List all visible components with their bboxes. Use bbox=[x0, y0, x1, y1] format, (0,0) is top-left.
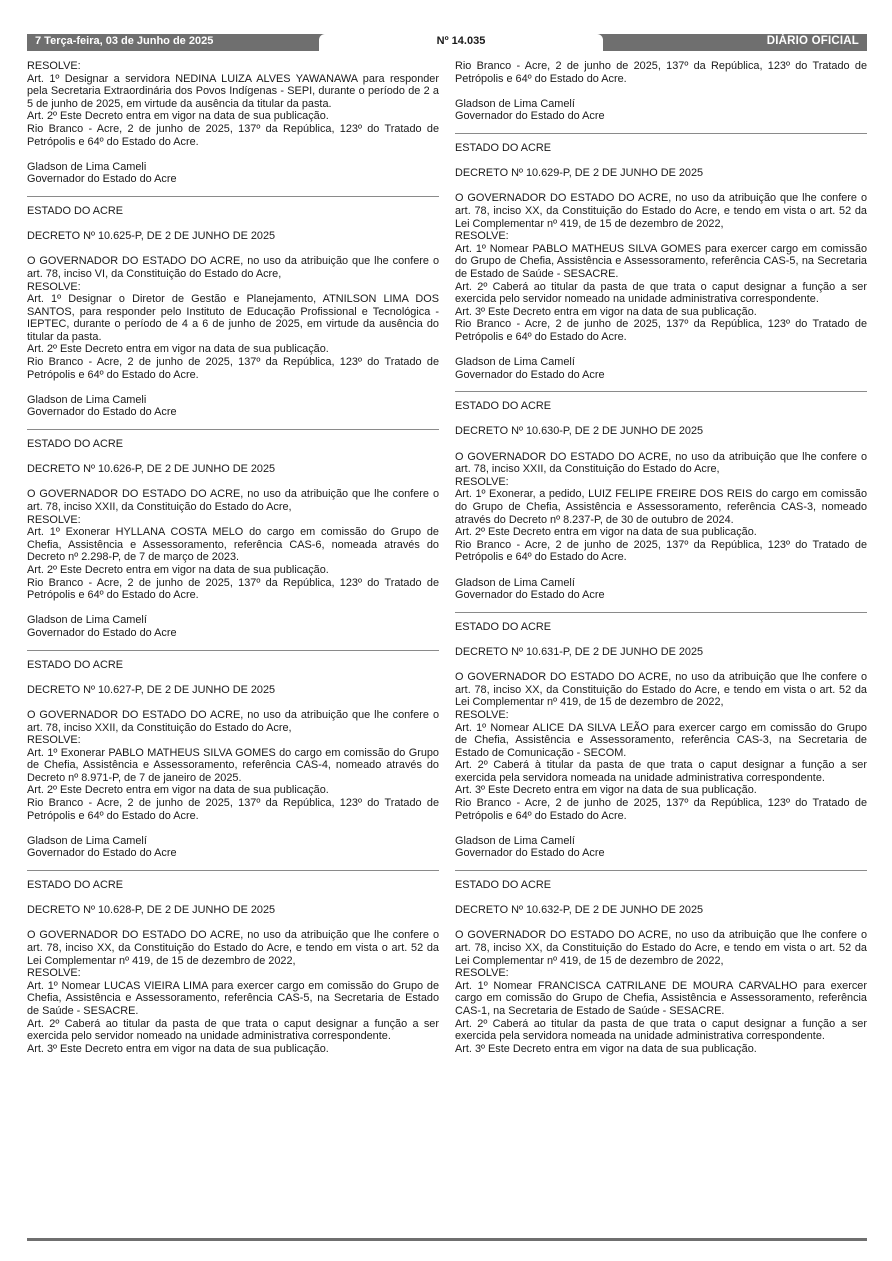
line-gap bbox=[27, 696, 439, 709]
decree-title: DECRETO Nº 10.629-P, DE 2 DE JUNHO DE 2025 bbox=[455, 167, 704, 180]
decree-paragraph: Art. 1º Nomear ALICE DA SILVA LEÃO para exercer cargo em comissão do Grupo de Chefia, Assistência e Assessoramento, referência CAS-3, na Secretaria de Estado de Comunicação - SECOM. bbox=[455, 721, 867, 759]
line-gap bbox=[27, 381, 439, 394]
decree-state-heading: ESTADO DO ACRE bbox=[455, 400, 552, 413]
line-gap bbox=[455, 438, 867, 451]
decree-title: DECRETO Nº 10.631-P, DE 2 DE JUNHO DE 2025 bbox=[455, 645, 704, 658]
decree-paragraph: O GOVERNADOR DO ESTADO DO ACRE, no uso da atribuição que lhe confere o art. 78, inciso VI, da Constituição do Estado do Acre, bbox=[27, 255, 439, 280]
decree-paragraph: Gladson de Lima Camelí bbox=[27, 834, 147, 847]
line-gap bbox=[455, 633, 867, 646]
decree-block bbox=[27, 60, 439, 186]
footer-rule bbox=[27, 1238, 867, 1241]
left-column bbox=[27, 60, 439, 1055]
decree-paragraph: Gladson de Lima Camelí bbox=[455, 576, 575, 589]
decree-block bbox=[455, 879, 867, 1055]
decree-block bbox=[455, 621, 867, 860]
decree-paragraph: Art. 1º Designar o Diretor de Gestão e Planejamento, ATNILSON LIMA DOS SANTOS, para responder pelo Instituto de Educação Profissional e Tecnológica - IEPTEC, durante o período de 4 a 6 de junho de 2025, em virtude da ausência do titular da pasta. bbox=[27, 293, 439, 343]
decree-paragraph: O GOVERNADOR DO ESTADO DO ACRE, no uso da atribuição que lhe confere o art. 78, inciso XXII, da Constituição do Estado do Acre, bbox=[27, 488, 439, 513]
line-gap bbox=[27, 671, 439, 684]
decree-state-heading: ESTADO DO ACRE bbox=[455, 879, 552, 892]
decree-separator bbox=[455, 870, 867, 871]
decree-paragraph: Governador do Estado do Acre bbox=[455, 368, 605, 381]
decree-paragraph: RESOLVE: bbox=[27, 967, 81, 980]
decree-paragraph: RESOLVE: bbox=[455, 475, 509, 488]
line-gap bbox=[27, 148, 439, 161]
decree-paragraph: Gladson de Lima Cameli bbox=[27, 393, 147, 406]
decree-paragraph: RESOLVE: bbox=[27, 513, 81, 526]
decree-paragraph: Governador do Estado do Acre bbox=[27, 406, 177, 419]
decree-state-heading: ESTADO DO ACRE bbox=[27, 879, 124, 892]
decree-block bbox=[27, 879, 439, 1055]
decree-paragraph: Art. 2º Este Decreto entra em vigor na data de sua publicação. bbox=[27, 343, 329, 356]
publication-name: DIÁRIO OFICIAL bbox=[766, 35, 859, 47]
decree-paragraph: Art. 2º Caberá ao titular da pasta de que trata o caput designar a função a ser exercida pela servidora nomeada na unidade administrativa correspondente. bbox=[455, 1017, 867, 1043]
decree-separator bbox=[455, 612, 867, 613]
decree-paragraph: Art. 3º Este Decreto entra em vigor na data de sua publicação. bbox=[455, 784, 757, 797]
decree-block bbox=[27, 438, 439, 640]
decree-block bbox=[455, 142, 867, 381]
decree-paragraph: Art. 2º Este Decreto entra em vigor na data de sua publicação. bbox=[455, 526, 757, 539]
decree-paragraph: Art. 2º Este Decreto entra em vigor na data de sua publicação. bbox=[27, 563, 329, 576]
line-gap bbox=[455, 659, 867, 672]
decree-paragraph: Art. 1º Nomear LUCAS VIEIRA LIMA para exercer cargo em comissão do Grupo de Chefia, Assistência e Assessoramento, referência CAS-5, na Secretaria de Estado de Saúde - SESACRE. bbox=[27, 979, 439, 1017]
issue-number: Nº 14.035 bbox=[436, 35, 486, 47]
decree-state-heading: ESTADO DO ACRE bbox=[455, 620, 552, 633]
decree-paragraph: Rio Branco - Acre, 2 de junho de 2025, 137º da República, 123º do Tratado de Petrópolis e 64º do Estado do Acre. bbox=[455, 318, 867, 343]
decree-paragraph: Gladson de Lima Camelí bbox=[27, 614, 147, 627]
decree-title: DECRETO Nº 10.630-P, DE 2 DE JUNHO DE 2025 bbox=[455, 425, 704, 438]
line-gap bbox=[27, 892, 439, 905]
decree-paragraph: O GOVERNADOR DO ESTADO DO ACRE, no uso da atribuição que lhe confere o art. 78, inciso XX, da Constituição do Estado do Acre, e tendo em vista o art. 52 da Lei Complementar nº 419, de 15 de dezembro de 2022, bbox=[455, 192, 867, 230]
decree-paragraph: Rio Branco - Acre, 2 de junho de 2025, 137º da República, 123º do Tratado de Petrópolis e 64º do Estado do Acre. bbox=[27, 797, 439, 822]
page-header bbox=[27, 34, 867, 51]
decree-paragraph: Rio Branco - Acre, 2 de junho de 2025, 137º da República, 123º do Tratado de Petrópolis e 64º do Estado do Acre. bbox=[455, 60, 867, 85]
decree-paragraph: Art. 1º Exonerar HYLLANA COSTA MELO do cargo em comissão do Grupo de Chefia, Assistência e Assessoramento, referência CAS-6, nomeada através do Decreto nº 2.298-P, de 7 de março de 2023. bbox=[27, 526, 439, 564]
decree-paragraph: Art. 2º Caberá ao titular da pasta de que trata o caput designar a função a ser exercida pelo servidor nomeado na unidade administrativa correspondente. bbox=[455, 280, 867, 306]
header-center-tab bbox=[319, 34, 603, 51]
line-gap bbox=[455, 892, 867, 905]
decree-paragraph: Gladson de Lima Camelí bbox=[455, 834, 575, 847]
decree-paragraph: Rio Branco - Acre, 2 de junho de 2025, 137º da República, 123º do Tratado de Petrópolis e 64º do Estado do Acre. bbox=[27, 356, 439, 381]
decree-paragraph: RESOLVE: bbox=[455, 230, 509, 243]
decree-paragraph: Governador do Estado do Acre bbox=[455, 847, 605, 860]
decree-paragraph: Governador do Estado do Acre bbox=[27, 847, 177, 860]
line-gap bbox=[455, 413, 867, 426]
line-gap bbox=[27, 476, 439, 489]
decree-separator bbox=[27, 650, 439, 651]
decree-paragraph: Art. 2º Este Decreto entra em vigor na data de sua publicação. bbox=[27, 784, 329, 797]
line-gap bbox=[27, 822, 439, 835]
decree-state-heading: ESTADO DO ACRE bbox=[27, 438, 124, 451]
decree-paragraph: Art. 2º Este Decreto entra em vigor na data de sua publicação. bbox=[27, 110, 329, 123]
decree-paragraph: Art. 3º Este Decreto entra em vigor na data de sua publicação. bbox=[455, 305, 757, 318]
decree-block bbox=[455, 60, 867, 123]
decree-block bbox=[27, 205, 439, 419]
decree-paragraph: RESOLVE: bbox=[455, 967, 509, 980]
decree-title: DECRETO Nº 10.632-P, DE 2 DE JUNHO DE 2025 bbox=[455, 904, 704, 917]
line-gap bbox=[455, 155, 867, 168]
decree-separator bbox=[455, 391, 867, 392]
decree-separator bbox=[27, 870, 439, 871]
decree-state-heading: ESTADO DO ACRE bbox=[27, 204, 124, 217]
decree-paragraph: RESOLVE: bbox=[27, 734, 81, 747]
decree-paragraph: O GOVERNADOR DO ESTADO DO ACRE, no uso da atribuição que lhe confere o art. 78, inciso XX, da Constituição do Estado do Acre, e tendo em vista o art. 52 da Lei Complementar nº 419, de 15 de dezembro de 2022, bbox=[455, 929, 867, 967]
decree-separator bbox=[27, 196, 439, 197]
decree-title: DECRETO Nº 10.627-P, DE 2 DE JUNHO DE 2025 bbox=[27, 683, 276, 696]
decree-paragraph: Gladson de Lima Camelí bbox=[455, 97, 575, 110]
line-gap bbox=[27, 917, 439, 930]
decree-paragraph: RESOLVE: bbox=[27, 60, 81, 72]
line-gap bbox=[27, 602, 439, 615]
decree-paragraph: Governador do Estado do Acre bbox=[455, 589, 605, 602]
decree-paragraph: Art. 1º Exonerar, a pedido, LUIZ FELIPE FREIRE DOS REIS do cargo em comissão do Grupo de Chefia, Assistência e Assessoramento, referência CAS-3, nomeado através do Decreto nº 8.237-P, de 30 de outubro de 2024. bbox=[455, 488, 867, 526]
line-gap bbox=[455, 564, 867, 577]
decree-paragraph: Rio Branco - Acre, 2 de junho de 2025, 137º da República, 123º do Tratado de Petrópolis e 64º do Estado do Acre. bbox=[455, 797, 867, 822]
decree-paragraph: RESOLVE: bbox=[455, 708, 509, 721]
decree-paragraph: O GOVERNADOR DO ESTADO DO ACRE, no uso da atribuição que lhe confere o art. 78, inciso XX, da Constituição do Estado do Acre, e tendo em vista o art. 52 da Lei Complementar nº 419, de 15 de dezembro de 2022, bbox=[455, 671, 867, 709]
decree-paragraph: Gladson de Lima Cameli bbox=[27, 160, 147, 173]
right-column bbox=[455, 60, 867, 1055]
decree-paragraph: Art. 1º Nomear PABLO MATHEUS SILVA GOMES para exercer cargo em comissão do Grupo de Chefia, Assistência e Assessoramento, referência CAS-5, na Secretaria de Estado de Saúde - SESACRE. bbox=[455, 242, 867, 280]
line-gap bbox=[27, 243, 439, 256]
decree-paragraph: O GOVERNADOR DO ESTADO DO ACRE, no uso da atribuição que lhe confere o art. 78, inciso XX, da Constituição do Estado do Acre, e tendo em vista o art. 52 da Lei Complementar nº 419, de 15 de dezembro de 2022, bbox=[27, 929, 439, 967]
decree-state-heading: ESTADO DO ACRE bbox=[27, 658, 124, 671]
decree-paragraph: O GOVERNADOR DO ESTADO DO ACRE, no uso da atribuição que lhe confere o art. 78, inciso XXII, da Constituição do Estado do Acre, bbox=[455, 450, 867, 476]
page-date: 7 Terça-feira, 03 de Junho de 2025 bbox=[35, 35, 214, 47]
line-gap bbox=[455, 343, 867, 356]
line-gap bbox=[455, 822, 867, 835]
decree-paragraph: Rio Branco - Acre, 2 de junho de 2025, 137º da República, 123º do Tratado de Petrópolis e 64º do Estado do Acre. bbox=[455, 538, 867, 564]
decree-title: DECRETO Nº 10.626-P, DE 2 DE JUNHO DE 2025 bbox=[27, 463, 276, 476]
decree-paragraph: Art. 1º Designar a servidora NEDINA LUIZA ALVES YAWANAWA para responder pela Secretaria Extraordinária dos Povos Indígenas - SEPI, durante o período de 2 a 5 de junho de 2025, em virtude da ausência da titular da pasta. bbox=[27, 72, 439, 110]
decree-separator bbox=[455, 133, 867, 134]
decree-paragraph: Art. 3º Este Decreto entra em vigor na data de sua publicação. bbox=[455, 1042, 757, 1055]
line-gap bbox=[27, 218, 439, 231]
decree-paragraph: Art. 2º Caberá à titular da pasta de que trata o caput designar a função a ser exercida pela servidora nomeada na unidade administrativa correspondente. bbox=[455, 759, 867, 784]
decree-paragraph: O GOVERNADOR DO ESTADO DO ACRE, no uso da atribuição que lhe confere o art. 78, inciso XXII, da Constituição do Estado do Acre, bbox=[27, 708, 439, 734]
decree-paragraph: Rio Branco - Acre, 2 de junho de 2025, 137º da República, 123º do Tratado de Petrópolis e 64º do Estado do Acre. bbox=[27, 576, 439, 602]
decree-block bbox=[455, 400, 867, 602]
decree-paragraph: Rio Branco - Acre, 2 de junho de 2025, 137º da República, 123º do Tratado de Petrópolis e 64º do Estado do Acre. bbox=[27, 122, 439, 148]
decree-paragraph: Art. 1º Nomear FRANCISCA CATRILANE DE MOURA CARVALHO para exercer cargo em comissão do Grupo de Chefia, Assistência e Assessoramento, referência CAS-1, na Secretaria de Estado de Saúde - SESACRE. bbox=[455, 979, 867, 1017]
decree-title: DECRETO Nº 10.628-P, DE 2 DE JUNHO DE 2025 bbox=[27, 904, 276, 917]
decree-paragraph: Gladson de Lima Camelí bbox=[455, 356, 575, 369]
decree-title: DECRETO Nº 10.625-P, DE 2 DE JUNHO DE 2025 bbox=[27, 230, 276, 243]
line-gap bbox=[455, 917, 867, 930]
decree-block bbox=[27, 659, 439, 861]
decree-paragraph: Governador do Estado do Acre bbox=[455, 110, 605, 123]
decree-paragraph: Art. 2º Caberá ao titular da pasta de que trata o caput designar a função a ser exercida pelo servidor nomeado na unidade administrativa correspondente. bbox=[27, 1017, 439, 1043]
decree-paragraph: Governador do Estado do Acre bbox=[27, 173, 177, 186]
decree-paragraph: Governador do Estado do Acre bbox=[27, 626, 177, 639]
line-gap bbox=[455, 180, 867, 193]
decree-separator bbox=[27, 429, 439, 430]
decree-paragraph: Art. 1º Exonerar PABLO MATHEUS SILVA GOMES do cargo em comissão do Grupo de Chefia, Assistência e Assessoramento, referência CAS-4, nomeado através do Decreto nº 8.971-P, de 7 de janeiro de 2025. bbox=[27, 746, 439, 784]
line-gap bbox=[455, 85, 867, 98]
line-gap bbox=[27, 451, 439, 464]
decree-paragraph: Art. 3º Este Decreto entra em vigor na data de sua publicação. bbox=[27, 1042, 329, 1055]
decree-state-heading: ESTADO DO ACRE bbox=[455, 141, 552, 154]
decree-paragraph: RESOLVE: bbox=[27, 280, 81, 293]
